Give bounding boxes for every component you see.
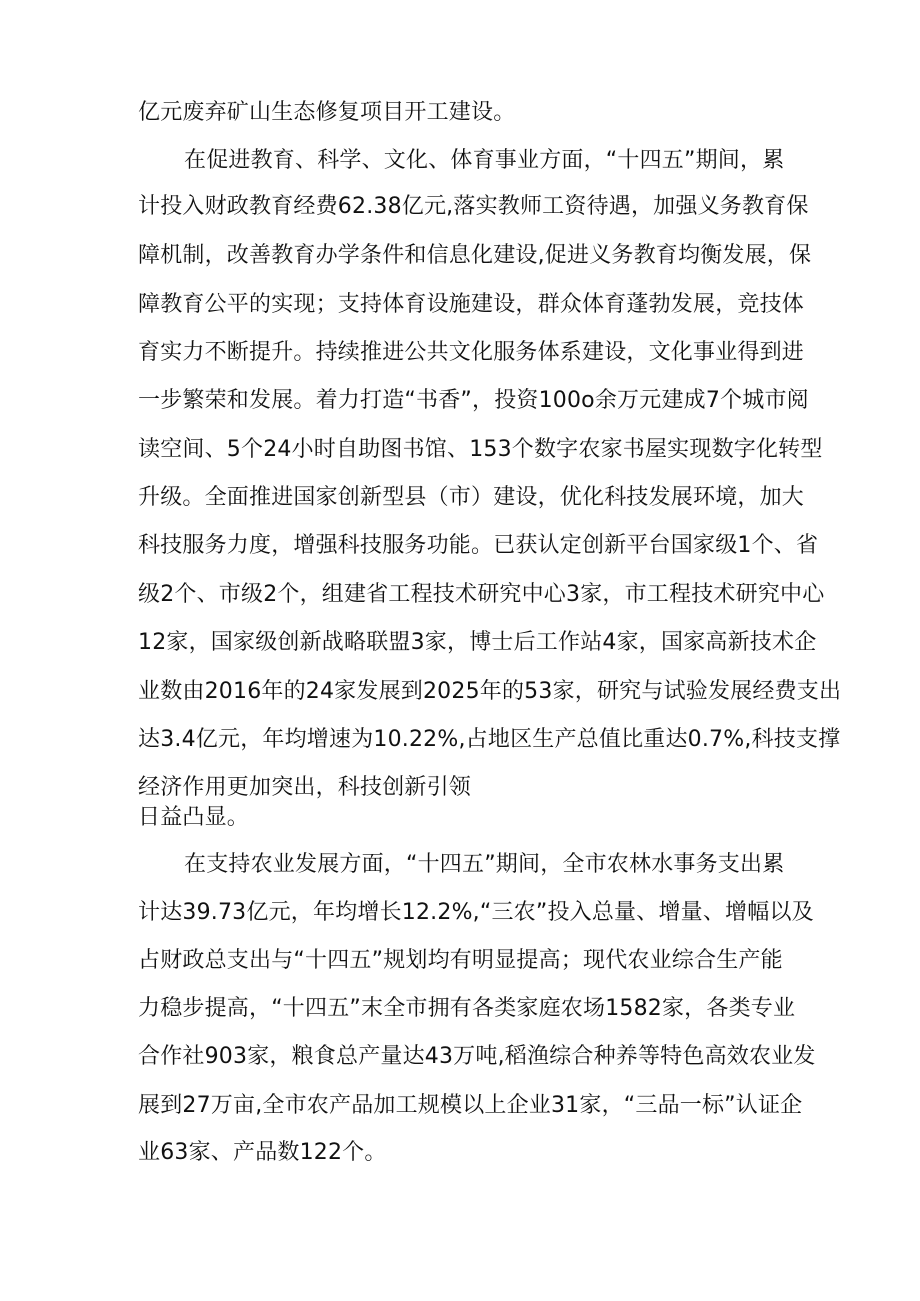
paragraph-2-line-12: 业数由2016年的24家发展到2025年的53家，研究与试验发展经费支出: [138, 679, 842, 704]
paragraph-2-line-10: 级2个、市级2个，组建省工程技术研究中心3家，市工程技术研究中心: [138, 582, 825, 607]
paragraph-1-line-1: 亿元废弃矿山生态修复项目开工建设。: [138, 100, 516, 125]
paragraph-2-line-5: 育实力不断提升。持续推进公共文化服务体系建设，文化事业得到进: [138, 340, 805, 365]
paragraph-3-line-1: 在支持农业发展方面，“十四五”期间，全市农林水事务支出累: [184, 852, 785, 877]
paragraph-2-line-15: 日益凸显。: [138, 805, 250, 830]
paragraph-3-line-2: 计达39.73亿元，年均增长12.2%,“三农”投入总量、增量、增幅以及: [138, 900, 814, 925]
paragraph-2-line-2: 计投入财政教育经费62.38亿元,落实教师工资待遇，加强义务教育保: [138, 194, 809, 219]
paragraph-3-line-3: 占财政总支出与“十四五”规划均有明显提高；现代农业综合生产能: [138, 948, 783, 973]
paragraph-3-line-4: 力稳步提高，“十四五”末全市拥有各类家庭农场1582家，各类专业: [138, 996, 796, 1021]
paragraph-2-line-11: 12家，国家级创新战略联盟3家，博士后工作站4家，国家高新技术企: [138, 630, 817, 655]
paragraph-2-line-3: 障机制，改善教育办学条件和信息化建设,促进义务教育均衡发展，保: [138, 243, 812, 268]
paragraph-2-line-6: 一步繁荣和发展。着力打造“书香”，投资100o余万元建成7个城市阅: [138, 388, 809, 413]
paragraph-2-line-1: 在促进教育、科学、文化、体育事业方面，“十四五”期间，累: [184, 148, 785, 173]
paragraph-2-line-4: 障教育公平的实现；支持体育设施建设，群众体育蓬勃发展，竞技体: [138, 292, 805, 317]
paragraph-2-line-13: 达3.4亿元，年均增速为10.22%,占地区生产总值比重达0.7%,科技支撑: [138, 727, 841, 752]
paragraph-3-line-5: 合作社903家，粮食总产量达43万吨,稻渔综合种养等特色高效农业发: [138, 1044, 816, 1069]
paragraph-3-line-7: 业63家、产品数122个。: [138, 1140, 387, 1165]
paragraph-2-line-8: 升级。全面推进国家创新型县（市）建设，优化科技发展环境，加大: [138, 485, 805, 510]
paragraph-2-line-9: 科技服务力度，增强科技服务功能。已获认定创新平台国家级1个、省: [138, 533, 819, 558]
paragraph-3-line-6: 展到27万亩,全市农产品加工规模以上企业31家，“三品一标”认证企: [138, 1093, 803, 1118]
paragraph-2-line-14: 经济作用更加突出，科技创新引领: [138, 775, 472, 800]
paragraph-2-line-7: 读空间、5个24小时自助图书馆、153个数字农家书屋实现数字化转型: [138, 437, 823, 462]
